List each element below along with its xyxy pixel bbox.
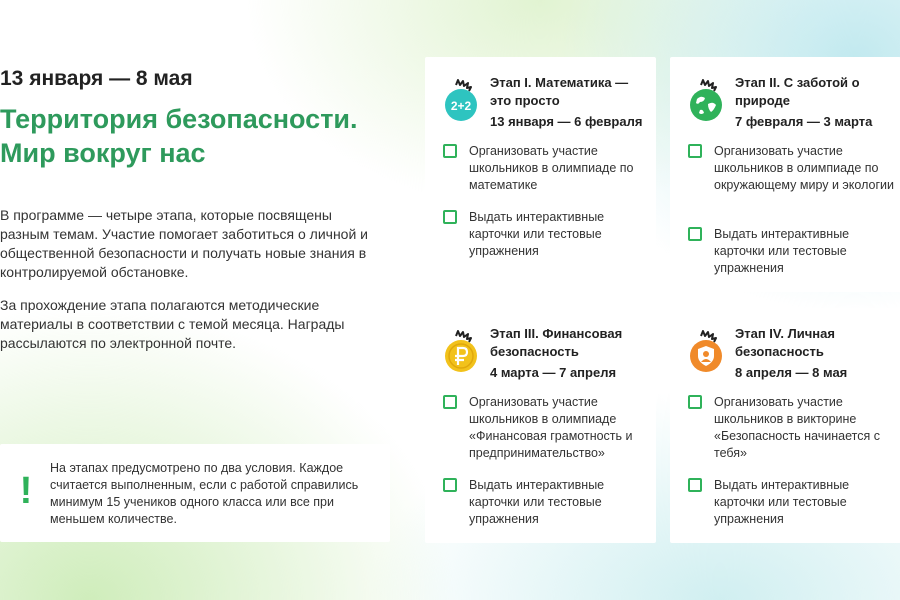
stage-heading (735, 74, 895, 131)
task-checkbox[interactable] (443, 395, 457, 409)
task-label: Выдать интерактивные карточки или тестовые упражнения (469, 210, 605, 258)
globe-icon (687, 79, 725, 123)
stage-dates: 7 февраля — 3 марта (735, 114, 873, 129)
math-2plus2-icon (442, 79, 480, 123)
stage-dates: 13 января — 6 февраля (490, 114, 643, 129)
task-label: Выдать интерактивные карточки или тестовые упражнения (714, 227, 850, 275)
task-label: Организовать участие школьников в викторине «Безопасность начинается с тебя» (714, 395, 880, 460)
conditions-note (0, 444, 390, 542)
page-title (0, 102, 400, 170)
task-checkbox[interactable] (688, 478, 702, 492)
task-checkbox[interactable] (688, 227, 702, 241)
stage-title: Этап IV. Личная безопасность (735, 326, 835, 359)
stage-dates: 8 апреля — 8 мая (735, 365, 848, 380)
badge-text: 2+2 (450, 99, 472, 113)
task-label: Выдать интерактивные карточки или тестовые упражнения (714, 478, 850, 526)
title-line-2: Мир вокруг нас (0, 138, 206, 168)
stage-title: Этап III. Финансовая безопасность (490, 326, 623, 359)
intro-paragraph-2: За прохождение этапа полагаются методические материалы в соответствии с темой месяца. Награды рассылаются по электронной почте. (0, 297, 345, 351)
stage-heading (490, 74, 650, 131)
stage-heading (735, 325, 895, 382)
title-line-1: Территория безопасности. (0, 104, 358, 134)
task-checkbox[interactable] (688, 144, 702, 158)
task-label: Организовать участие школьников в олимпиаде «Финансовая грамотность и предпринимательство» (469, 395, 633, 460)
stage-card-1 (425, 57, 656, 292)
shield-person-icon (687, 330, 725, 374)
task-label: Выдать интерактивные карточки или тестовые упражнения (469, 478, 605, 526)
stage-title: Этап II. С заботой о природе (735, 75, 860, 108)
stage-card-2 (670, 57, 900, 292)
intro-paragraph-1: В программе — четыре этапа, которые посвящены разным темам. Участие помогает заботиться о личной и общественной безопасности и получать новые знания в контролируемой обстановке. (0, 207, 368, 280)
program-dates: 13 января — 8 мая (0, 67, 193, 90)
stage-title: Этап I. Математика — это просто (490, 75, 629, 108)
stage-heading (490, 325, 650, 382)
ruble-coin-icon (442, 330, 480, 374)
task-checkbox[interactable] (443, 210, 457, 224)
stage-card-4 (670, 308, 900, 543)
stage-dates: 4 марта — 7 апреля (490, 365, 617, 380)
task-checkbox[interactable] (443, 144, 457, 158)
task-checkbox[interactable] (443, 478, 457, 492)
task-label: Организовать участие школьников в олимпиаде по окружающему миру и экологии (714, 144, 895, 192)
exclamation-icon: ! (19, 470, 33, 512)
note-text: На этапах предусмотрено по два условия. Каждое считается выполненным, если с работой справились минимум 15 учеников одного класса или все при меньшем количестве. (50, 461, 359, 526)
intro-panel (0, 0, 400, 600)
task-label: Организовать участие школьников в олимпиаде по математике (469, 144, 634, 192)
task-checkbox[interactable] (688, 395, 702, 409)
stage-card-3 (425, 308, 656, 543)
